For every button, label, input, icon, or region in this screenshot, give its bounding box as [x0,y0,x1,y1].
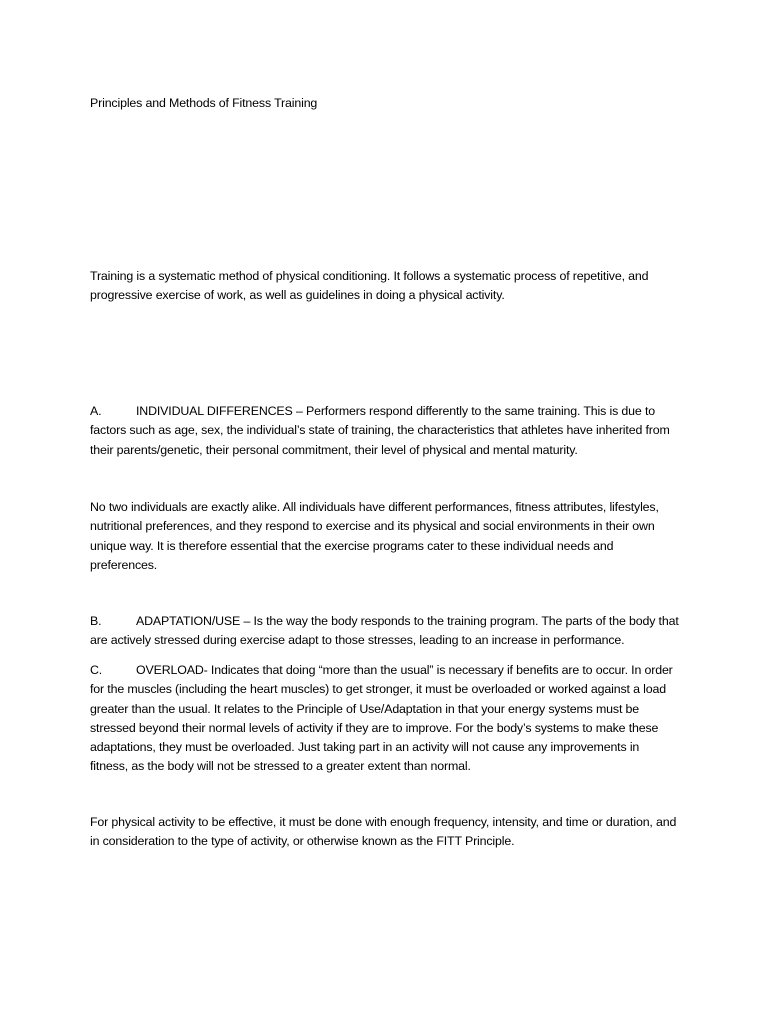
section-marker: A. [90,404,102,418]
intro-paragraph: Training is a systematic method of physical conditioning. It follows a systematic process of repetitive, and progressive exercise of work, as well as guidelines in doing a physical activity. [90,269,649,303]
section-individual-differences [90,402,680,460]
section-text: OVERLOAD- Indicates that doing “more than the usual” is necessary if benefits are to occur. In order for the muscles (including the heart muscles) to get stronger, it must be overloaded or worked against a load greater than the usual. It relates to the Principle of Use/Adaptation in that your energy systems must be stressed beyond their normal levels of activity if they are to improve. For the body’s systems to make these adaptations, they must be overloaded. Just taking part in an activity will not cause any improvements in fitness, as the body will not be stressed to a greater extent than normal. [90,663,673,774]
section-overload [90,661,680,777]
section-text: ADAPTATION/USE – Is the way the body responds to the training program. The parts of the body that are actively stressed during exercise adapt to those stresses, leading to an increase in performance. [90,614,679,648]
section-adaptation-use [90,612,680,651]
fitt-paragraph: For physical activity to be effective, it must be done with enough frequency, intensity, and time or duration, and in consideration to the type of activity, or otherwise known as the FITT Principle. [90,815,677,849]
individuality-paragraph: No two individuals are exactly alike. All individuals have different performances, fitness attributes, lifestyles, nutritional preferences, and they respond to exercise and its physical and social environments in their own unique way. It is therefore essential that the exercise programs cater to these individual needs and preferences. [90,500,659,572]
section-text: INDIVIDUAL DIFFERENCES – Performers respond differently to the same training. This is due to factors such as age, sex, the individual’s state of training, the characteristics that athletes have inherited from their parents/genetic, their personal commitment, their level of physical and mental maturity. [90,404,670,457]
section-marker: C. [90,663,103,677]
section-marker: B. [90,614,102,628]
document-title: Principles and Methods of Fitness Training [90,96,318,110]
